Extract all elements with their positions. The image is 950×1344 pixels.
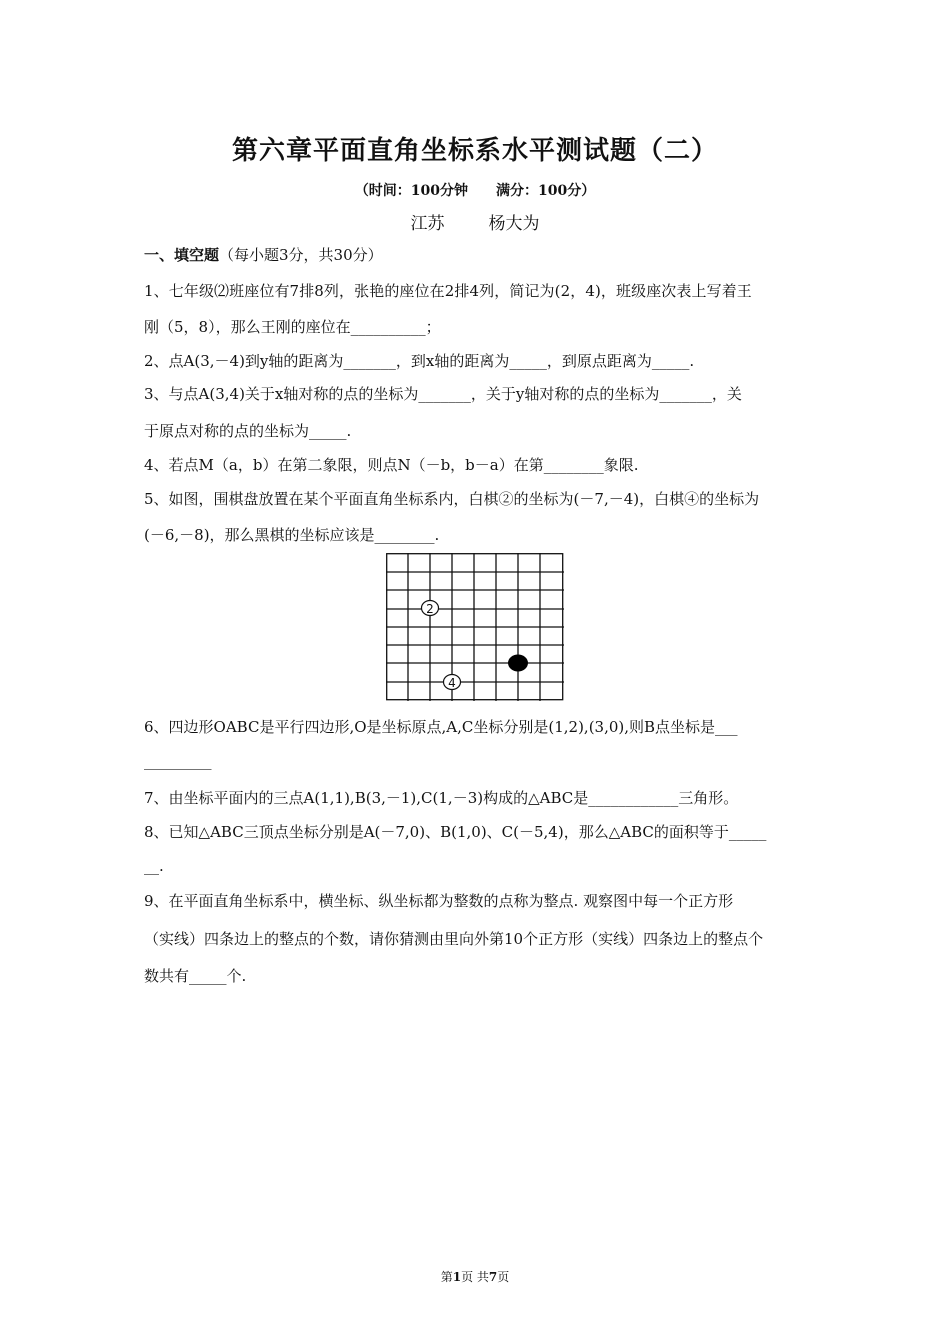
question-7: 7、由坐标平面内的三点A(1,1),B(3,－1),C(1,－3)构成的△ABC是____________三角形。 bbox=[144, 789, 739, 807]
question-8-line-1: 8、已知△ABC三顶点坐标分别是A(－7,0)、B(1,0)、C(－5,4)，那么△ABC的面积等于_____ bbox=[144, 823, 767, 841]
exam-info bbox=[0, 180, 950, 200]
author-place: 江苏 bbox=[410, 214, 445, 234]
question-1-line-1: 1、七年级⑵班座位有7排8列，张艳的座位在2排4列，简记为(2，4)，班级座次表上写着王 bbox=[144, 282, 752, 300]
question-3-line-1: 3、与点A(3,4)关于x轴对称的点的坐标为_______，关于y轴对称的点的坐标为_______，关 bbox=[144, 385, 742, 403]
section-title: 一、填空题 bbox=[144, 246, 220, 264]
question-3-line-2: 于原点对称的点的坐标为_____. bbox=[144, 422, 352, 440]
go-board-diagram bbox=[386, 553, 564, 701]
author-name: 杨大为 bbox=[488, 214, 540, 234]
page-number: 1 bbox=[452, 1270, 462, 1284]
question-6-line-1: 6、四边形OABC是平行四边形,O是坐标原点,A,C坐标分别是(1,2),(3,0),则B点坐标是___ bbox=[144, 718, 738, 736]
section-note: （每小题3分，共30分） bbox=[219, 246, 383, 264]
question-5-line-1: 5、如图，围棋盘放置在某个平面直角坐标系内，白棋②的坐标为(－7,－4)，白棋④的坐标为 bbox=[144, 490, 760, 508]
author-line bbox=[0, 209, 950, 234]
footer-mid: 页 共 bbox=[461, 1270, 489, 1284]
page-total: 7 bbox=[488, 1270, 498, 1284]
question-9-line-2: （实线）四条边上的整点的个数，请你猜测由里向外第10个正方形（实线）四条边上的整点个 bbox=[144, 930, 764, 948]
question-8-line-2: __. bbox=[144, 857, 164, 875]
question-2: 2、点A(3,－4)到y轴的距离为_______，到x轴的距离为_____，到原点距离为_____. bbox=[144, 352, 695, 370]
board-grid-lines bbox=[386, 553, 564, 701]
question-6-line-2: _________ bbox=[144, 752, 212, 770]
question-4: 4、若点M（a，b）在第二象限，则点N（－b，b－a）在第________象限. bbox=[144, 456, 639, 474]
question-9-line-3: 数共有_____个. bbox=[144, 967, 247, 985]
question-1-line-2: 刚（5，8），那么王刚的座位在__________； bbox=[144, 318, 441, 336]
exam-score: 满分：100分） bbox=[496, 183, 596, 199]
footer-pre: 第 bbox=[440, 1270, 453, 1284]
question-5-line-2: (－6,－8)，那么黑棋的坐标应该是________. bbox=[144, 526, 440, 544]
page-title: 第六章平面直角坐标系水平测试题（二） bbox=[231, 136, 718, 166]
white-stone-4-label: 4 bbox=[448, 676, 456, 690]
black-stone bbox=[508, 655, 528, 672]
footer-post: 页 bbox=[497, 1270, 510, 1284]
white-stone-2-label: 2 bbox=[426, 602, 434, 616]
exam-time: （时间：100分钟 bbox=[354, 183, 468, 199]
page-footer bbox=[0, 1268, 950, 1285]
section-heading bbox=[144, 244, 383, 265]
question-9-line-1: 9、在平面直角坐标系中，横坐标、纵坐标都为整数的点称为整点. 观察图中每一个正方形 bbox=[144, 892, 734, 910]
